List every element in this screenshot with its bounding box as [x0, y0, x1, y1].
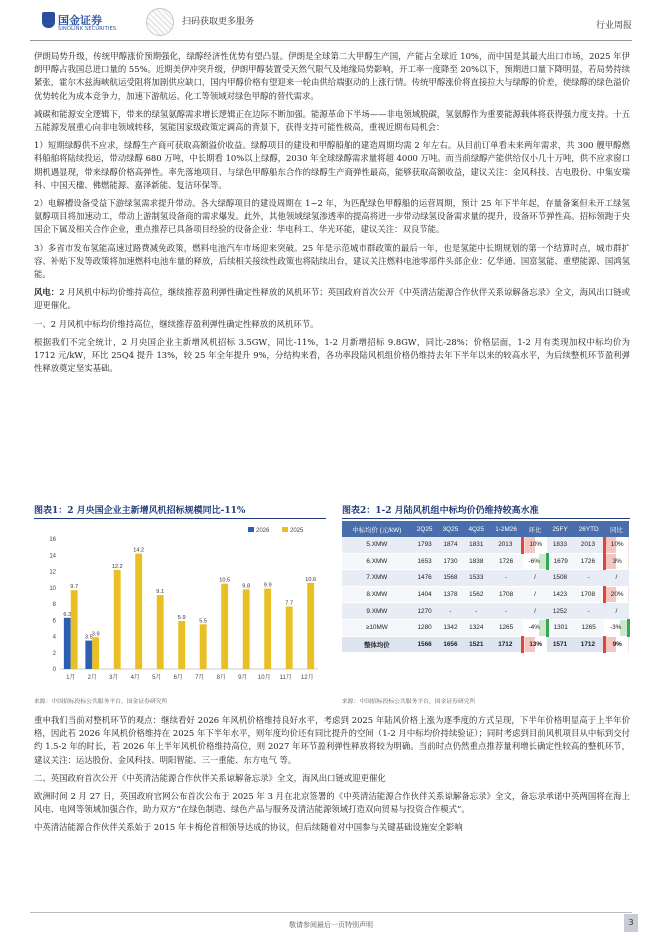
data-label: 7.7	[285, 600, 294, 607]
y-tick-label: 12	[49, 569, 56, 576]
table-cell: -3%	[604, 619, 628, 636]
legend-label: 2026	[256, 528, 270, 534]
legend-swatch	[248, 527, 254, 532]
qr-code-icon	[146, 8, 174, 36]
bar-2025	[243, 589, 250, 669]
x-tick-label: 10月	[257, 675, 271, 681]
figure2-rule	[342, 518, 630, 519]
y-tick-label: 6	[52, 618, 56, 625]
table-cell: 3%	[604, 553, 628, 570]
table-header-cell: 4Q25	[463, 521, 489, 537]
table-cell: 5.XMW	[342, 537, 412, 553]
table-body	[342, 537, 629, 653]
table-cell: 1874	[438, 537, 464, 553]
x-tick-label: 1月	[66, 675, 76, 681]
bar-2025	[135, 554, 142, 669]
table-cell: -4%	[523, 619, 547, 636]
bar-2025	[114, 570, 121, 669]
table-cell: -6%	[523, 553, 547, 570]
table-cell: -	[438, 603, 464, 620]
report-type: 行业周报	[595, 21, 632, 31]
page-header	[0, 0, 662, 44]
data-label: 9.8	[242, 583, 251, 590]
table-cell: 整体均价	[342, 636, 412, 653]
table-cell: 13%	[523, 636, 547, 653]
y-tick-label: 8	[52, 602, 56, 608]
table-cell: 1833	[547, 537, 573, 553]
table-cell: ≥10MW	[342, 619, 412, 636]
y-tick-label: 10	[49, 585, 56, 592]
bar-chart-svg	[34, 521, 326, 691]
table-cell: /	[604, 570, 628, 587]
table-cell: 1562	[463, 586, 489, 603]
table-cell: 1476	[412, 570, 438, 587]
bar-2025	[286, 606, 293, 669]
x-tick-label: 8月	[216, 675, 226, 681]
table-cell: 1712	[573, 636, 604, 653]
table-header-cell: 25FY	[547, 521, 573, 537]
table-cell: 7.XMW	[342, 570, 412, 587]
table-cell: -	[489, 570, 523, 587]
table-row	[342, 553, 629, 570]
body-section-2	[34, 714, 630, 840]
figure2-source: 来源：中国招标投标公共服务平台，国金证券研究所	[342, 699, 476, 705]
table-cell: 1679	[547, 553, 573, 570]
table-cell: 1324	[463, 619, 489, 636]
bar-2025	[157, 595, 164, 669]
qr-caption: 扫码获取更多服务	[182, 17, 255, 27]
table-row	[342, 586, 629, 603]
table-cell: -	[463, 603, 489, 620]
data-label: 14.2	[133, 547, 145, 554]
data-label: 12.2	[111, 563, 123, 570]
table-header-cell: 1-2M26	[489, 521, 523, 537]
table-header-cell: 3Q25	[438, 521, 464, 537]
bar-2025	[92, 637, 99, 669]
table-cell: /	[523, 603, 547, 620]
figure1-source: 来源：中国招标投标公共服务平台，国金证券研究所	[34, 699, 168, 705]
table-cell: -	[573, 603, 604, 620]
table-cell: 1252	[547, 603, 573, 620]
y-tick-label: 2	[52, 650, 56, 657]
data-label: 9.7	[70, 584, 79, 591]
table-cell: /	[604, 603, 628, 620]
table-cell: 20%	[604, 586, 628, 603]
section1-paragraph: 根据我们不完全统计，2 月央国企业主新增风机招标 3.5GW，同比-11%，1-2 月新增招标 9.8GW，同比-28%；价格层面，1-2 月有类现加权中标均价为 1712 元/kW，环比 25Q4 提升 13%，较 25 年全年提升 9%，分结构来看，各功率段陆风机组价格仍维持去年下半年以来的较高水平，为后续整机环节盈利弹性释放奠定坚实基础。	[34, 336, 630, 374]
paragraph-partnership: 中英清洁能源合作伙伴关系始于 2015 年卡梅伦首相领导达成的协议，但后续随着对中国参与关键基础设施安全影响	[34, 822, 463, 833]
table-header-cell: 2Q25	[412, 521, 438, 537]
table-header-cell: 环比	[523, 521, 547, 537]
paragraph-viewpoint: 重申我们当前对整机环节的观点：继续看好 2026 年风机价格维持良好水平，考虑到 2025 年陆风价格上涨为逐季度的方式呈现，下半年价格明显高于上半年价格，因此若 2026 年风机价格维持在 2025 年下半年水平，则年度均价还有同比提升的空间（1-2 月中标均价持续验证）；同时考虑到目前风机项目从中标到交付约 1.5-2 年的时长，若 2026 年上半年风机价格维持高位，则 2027 年环节盈利弹性释放将较为明确。当前时点仍然重点推荐量利增长确定性较高的整机环节，建议关注：运达股份、金风科技、明阳智能、三一重能、东方电气 等。	[34, 715, 630, 765]
x-tick-label: 7月	[195, 675, 205, 681]
table-cell: 1566	[412, 636, 438, 653]
table-header-cell: 中标均价 (元/kW)	[342, 521, 412, 537]
x-tick-label: 3月	[109, 675, 119, 681]
table-header-row	[342, 521, 629, 537]
logo-cn-text: 国金证券	[58, 14, 102, 27]
figure2-title: 图表2：1-2 月陆风机组中标均价仍维持较高水准	[342, 506, 539, 516]
bar-2025	[178, 621, 185, 669]
x-tick-label: 12月	[300, 675, 314, 681]
table-cell: 10%	[523, 537, 547, 553]
table-cell: -	[573, 570, 604, 587]
wind-text: 2 月风机中标均价维持高位，继续推荐盈利弹性确定性释放的风机环节；英国政府首次公开《中英清洁能源合作伙伴关系谅解备忘录》全文，海风出口链或迎更催化。	[34, 287, 630, 311]
data-label: 3.9	[91, 631, 100, 638]
table-cell: 1656	[438, 636, 464, 653]
logo-mark-icon	[42, 12, 55, 28]
data-label: 5.5	[199, 618, 208, 625]
table-cell: 10%	[604, 537, 628, 553]
bar-2025	[307, 583, 314, 669]
table-cell: 1653	[412, 553, 438, 570]
x-tick-label: 11月	[279, 675, 292, 681]
table-cell: 9.XMW	[342, 603, 412, 620]
table-cell: 1708	[489, 586, 523, 603]
table-cell: 1378	[438, 586, 464, 603]
table-cell: 1726	[573, 553, 604, 570]
table-cell: 1301	[547, 619, 573, 636]
table-cell: 1708	[573, 586, 604, 603]
data-label: 9.9	[263, 582, 272, 589]
table-cell: -	[489, 603, 523, 620]
x-tick-label: 6月	[173, 675, 183, 681]
page-number: 3	[624, 914, 638, 932]
table-cell: /	[523, 586, 547, 603]
table-cell: 1712	[489, 636, 523, 653]
sinolink-logo	[42, 12, 117, 40]
table-row	[342, 537, 629, 553]
price-table-box	[342, 521, 630, 691]
y-tick-label: 0	[52, 667, 56, 673]
figure1-rule	[34, 518, 326, 519]
table-cell: 1533	[463, 570, 489, 587]
table-cell: 1342	[438, 619, 464, 636]
footer-divider	[30, 912, 632, 913]
data-label: 10.6	[305, 576, 317, 583]
figure1-title: 图表1：2 月央国企业主新增风机招标规模同比-11%	[34, 506, 246, 516]
paragraph-uk-mou: 欧洲时间 2 月 27 日，英国政府官网公布首次公布于 2025 年 3 月在北京签署的《中英清洁能源合作伙伴关系谅解备忘录》全文，备忘录承诺中英两国将在海上风电、电网等领域加强合作，助力双方“在绿色制造、绿色产品与服务及清洁能源领域打造双向贸易与投资合作模式”。	[34, 791, 630, 815]
bar-2026	[64, 618, 71, 669]
table-cell: 1521	[463, 636, 489, 653]
table-header-cell: 26YTD	[573, 521, 604, 537]
table-header-cell: 同比	[604, 521, 628, 537]
data-label: 6.3	[63, 611, 72, 618]
logo-en-text: SINOLINK SECURITIES	[58, 26, 117, 32]
table-row	[342, 570, 629, 587]
table-cell: 8.XMW	[342, 586, 412, 603]
bar-2025	[71, 590, 78, 669]
x-tick-label: 5月	[152, 675, 162, 681]
section1-title: 一、2 月风机中标均价维持高位，继续推荐盈利弹性确定性释放的风机环节。	[34, 318, 319, 329]
table-cell: 1265	[489, 619, 523, 636]
page-footer	[0, 908, 662, 936]
table-cell: 1404	[412, 586, 438, 603]
table-cell: 1280	[412, 619, 438, 636]
table-cell: 1726	[489, 553, 523, 570]
table-cell: 1423	[547, 586, 573, 603]
y-tick-label: 16	[49, 537, 56, 543]
table-row	[342, 603, 629, 620]
bar-2025	[221, 584, 228, 669]
table-cell: 2013	[489, 537, 523, 553]
data-label: 5.9	[177, 615, 186, 622]
table-cell: 1571	[547, 636, 573, 653]
table-cell: 1568	[438, 570, 464, 587]
wind-label: 风电：	[34, 287, 60, 298]
table-cell: 2013	[573, 537, 604, 553]
table-cell: 1831	[463, 537, 489, 553]
bar-2026	[85, 641, 92, 669]
x-tick-label: 4月	[130, 675, 140, 681]
paragraph-carbon: 减碳和能源安全逻辑下，带来的绿氢氨醇需求增长逻辑正在边际不断加强。能源革命下半场——非电领域脱碳，氢氨醇作为重要能源载体将获得强力度支持。十五五能源发展重心向非电领域转移，氢能国家级政策定调高的背景下，获得支持可能性极高，重视近期布局机会：	[34, 108, 630, 133]
disclaimer-note: 敬请参阅最后一页特别声明	[289, 921, 373, 929]
table-cell: /	[523, 570, 547, 587]
header-divider	[30, 40, 632, 41]
paragraph-wind-summary	[34, 286, 630, 312]
table-cell: 1793	[412, 537, 438, 553]
legend-label: 2025	[290, 528, 304, 534]
bar-chart	[34, 521, 326, 691]
table-cell: 9%	[604, 636, 628, 653]
x-tick-label: 9月	[238, 675, 248, 681]
legend-swatch	[282, 527, 288, 532]
y-tick-label: 4	[52, 634, 56, 641]
paragraph-point-1: 1）短期绿醇供不应求，绿醇生产商可获取高额溢价收益。绿醇项目的建设和甲醇船舶的建造周期均需 2 年左右。从目前订单看未来两年需求，共 300 艘甲醇燃料船舶将陆续投运，带动绿醇 680 万吨，中长期看 10%以上绿醇，2030 年全球绿醇需求量将超 4000 万吨。而当前绿醇产能供给仅小几十万吨，供不应求窗口期机遇显现，带来绿醇价格高弹性。率先落地项目、与绿色甲醇船东合作的绿醇生产商弹性最高，能够获取高额收益，建议关注：金风科技、吉电股份、中集安瑞科、中国天楹、佛燃能源、嘉泽新能、复洁环保等。	[34, 140, 630, 190]
y-tick-label: 14	[49, 553, 56, 560]
table-cell: 6.XMW	[342, 553, 412, 570]
data-label: 10.5	[219, 577, 231, 584]
data-label: 9.1	[156, 589, 165, 596]
paragraph-point-2: 2）电解槽设备受益下游绿氢需求提升带动。各大绿醇项目的建设周期在 1~2 年，为匹配绿色甲醇船的运营周期，预计 25 年下半年起，存量备案但未开工绿氢氨醇项目将加速动工，带动上游制氢设备商的需求爆发。此外，其他领域绿氢渗透率的提高将进一步带动绿氢设备需求量的提升，设备环节弹性高。招标领跑于央国企下属及相关合作企业，重点推荐已具备项目经验的设备企业：华电科工、华光环能，建议关注：双良节能。	[34, 198, 630, 235]
paragraph-iran: 伊朗局势升级，传统甲醇涨价预期强化，绿醇经济性优势有望凸显。伊朗是全球第二大甲醇生产国，产能占全球近 10%，而中国是其最大出口市场，2025 年伊朗甲醇占我国总进口量的 55%。近期美伊冲突升级，伊朗甲醇装置受天然气限气及地缘局势影响，开工率一度降至 20%以下，预期进口量下降明显，若局势持续紧张，霍尔木兹海峡航运受阻将加剧供应缺口，国内甲醇价格有望迎来一轮由供给端驱动的上涨行情。传统甲醇涨价将直接拉大与绿醇的价差，使绿醇的绿色溢价优势转化为成本竞争力，加速下游航运、化工等领域对绿色甲醇的替代需求。	[34, 51, 630, 101]
paragraph-point-3: 3）多省市发布氢能高速过路费减免政策，燃料电池汽车市场迎来突破。25 年是示范城市群政策的最后一年，也是氢能中长期规划的第一个结算时点，城市群扩容、补贴下发等政策将加速燃料电池车量的释放，后续相关接续性政策也将陆续出台，建议关注燃料电池零部件头部企业：亿华通、国富氢能、重塑能源、国鸿氢能。	[34, 242, 630, 280]
table-cell: 1265	[573, 619, 604, 636]
data-label: 3.5	[84, 634, 93, 641]
table-cell: 1730	[438, 553, 464, 570]
table-row	[342, 619, 629, 636]
x-tick-label: 2月	[87, 675, 97, 681]
table-cell: 1270	[412, 603, 438, 620]
table-row	[342, 636, 629, 653]
bar-2025	[264, 589, 271, 669]
table-cell: 1508	[547, 570, 573, 587]
body-section-1	[34, 50, 630, 380]
bar-2025	[200, 624, 207, 669]
section2-title: 二、英国政府首次公开《中英清洁能源合作伙伴关系谅解备忘录》全文，海风出口链或迎更催化	[34, 772, 386, 783]
table-cell: 1838	[463, 553, 489, 570]
price-table	[342, 521, 630, 653]
